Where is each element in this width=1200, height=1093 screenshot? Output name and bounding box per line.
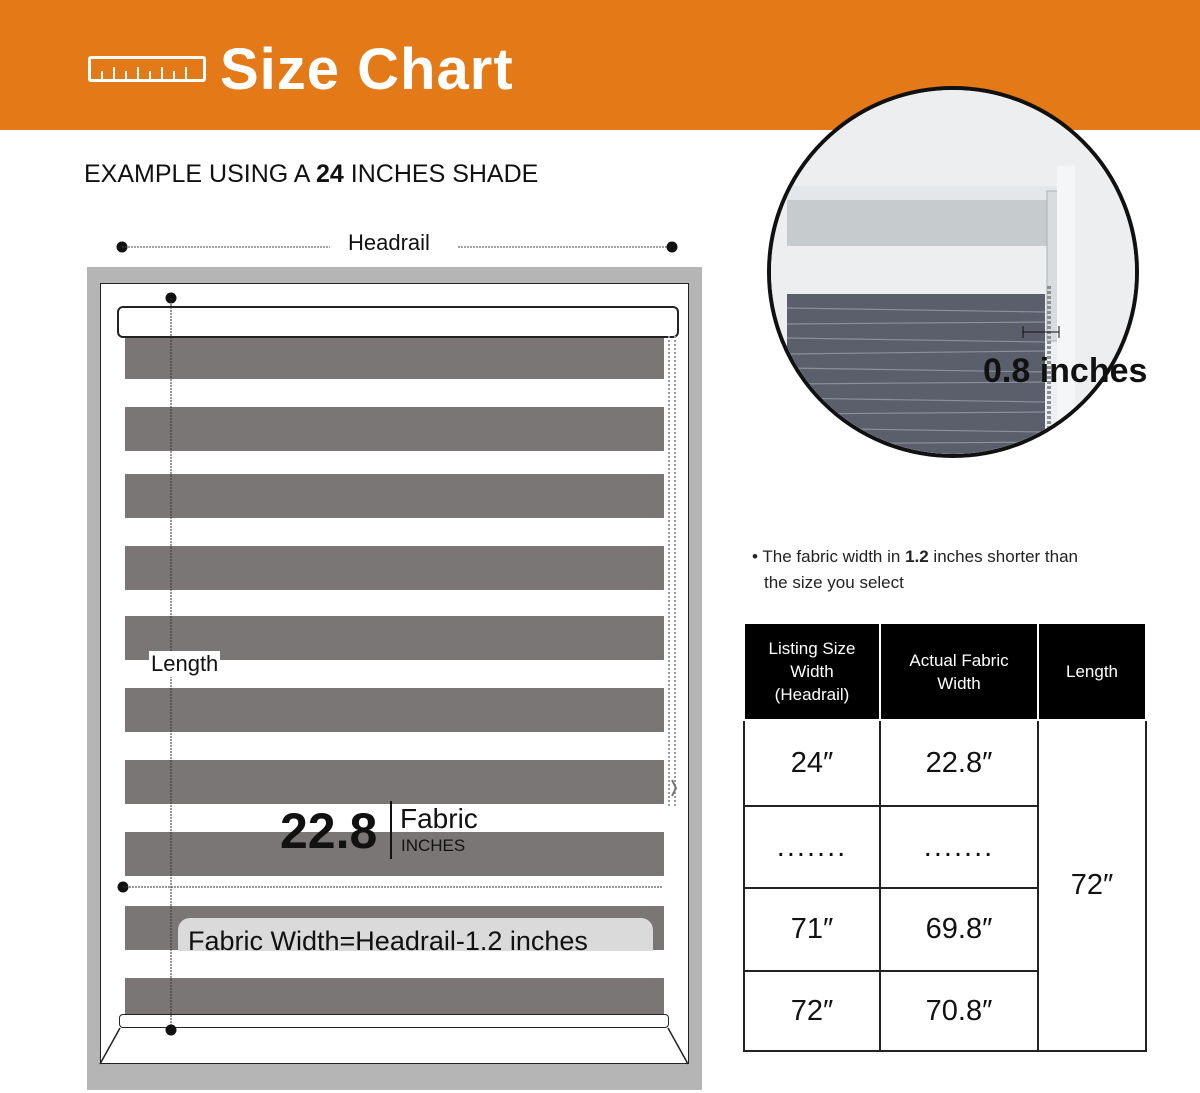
header-actual-line: Actual Fabric	[909, 650, 1009, 670]
fabric-unit: INCHES	[401, 836, 466, 855]
headrail-label: Headrail	[348, 230, 430, 255]
length-label: Length	[151, 651, 219, 676]
closeup-callout: 0.8 inches	[983, 352, 1148, 390]
note-bullet: •	[752, 547, 758, 566]
note-value: 1.2	[905, 547, 929, 566]
header-listing-line: (Headrail)	[774, 685, 850, 704]
note-prefix: The fabric width in	[762, 547, 906, 566]
cell-actual: 70.8″	[880, 971, 1038, 1051]
example-prefix: EXAMPLE USING A	[84, 160, 317, 188]
closeup-illustration	[767, 86, 1139, 458]
header-listing-line: Listing Size	[768, 639, 856, 658]
fabric-width-value: 22.8	[280, 803, 378, 859]
cell-listing: .......	[744, 806, 880, 888]
page-title: Size Chart	[220, 37, 514, 102]
fabric-formula: Fabric Width=Headrail-1.2 inches	[178, 918, 653, 951]
table-row	[744, 720, 1146, 806]
cell-listing: 71″	[744, 888, 880, 971]
cell-length: 72″	[1038, 720, 1146, 1051]
header-actual	[880, 623, 1038, 720]
fabric-divider	[390, 801, 392, 859]
size-table	[743, 622, 1147, 1052]
note-line2: the size you select	[764, 573, 904, 592]
header-length: Length	[1038, 623, 1146, 720]
example-suffix: INCHES SHADE	[343, 160, 539, 188]
example-number: 24	[316, 160, 344, 188]
headrail-closeup	[767, 86, 1139, 458]
cell-actual: 69.8″	[880, 888, 1038, 971]
fabric-note	[752, 544, 1078, 596]
table-header-row	[744, 623, 1146, 720]
header-listing	[744, 623, 880, 720]
cell-listing: 24″	[744, 720, 880, 806]
cell-actual: 22.8″	[880, 720, 1038, 806]
header-listing-line: Width	[790, 662, 834, 681]
cell-actual: .......	[880, 806, 1038, 888]
cell-listing: 72″	[744, 971, 880, 1051]
header-actual-line: Width	[937, 673, 981, 693]
note-suffix: inches shorter than	[928, 547, 1079, 566]
fabric-word: Fabric	[400, 803, 478, 834]
